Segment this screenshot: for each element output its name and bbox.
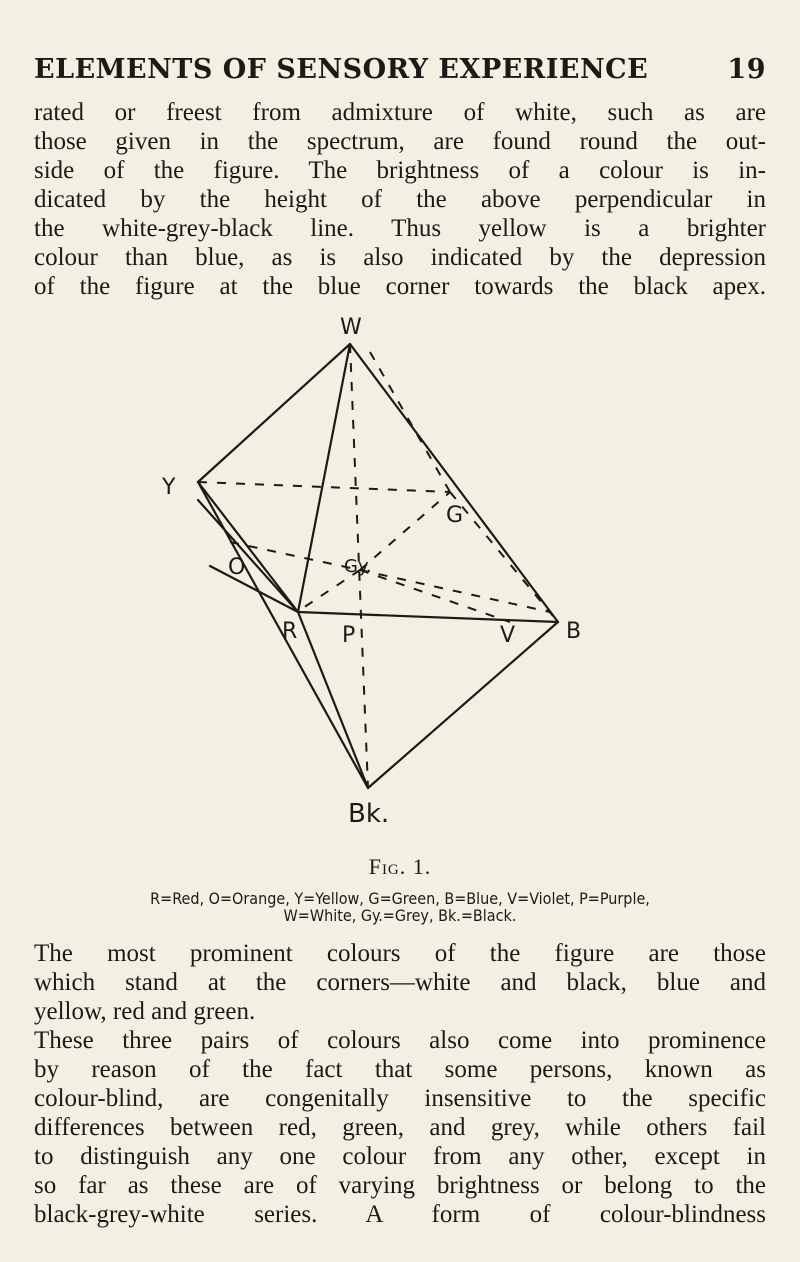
paragraph-bottom xyxy=(34,939,766,1229)
label-white: W xyxy=(340,315,362,340)
text-line: dicated by the height of the above perpendicular in xyxy=(34,186,766,213)
label-red: R xyxy=(282,619,298,644)
label-yellow: Y xyxy=(162,475,176,500)
label-green: G xyxy=(446,503,464,528)
running-head xyxy=(34,54,766,94)
label-violet: V xyxy=(500,623,516,648)
label-grey: Gy. xyxy=(344,556,372,577)
label-purple: P xyxy=(342,623,356,648)
text-line: colour-blind, are congenitally insensitive to the specific xyxy=(34,1085,766,1112)
text-line: the white-grey-black line. Thus yellow is a brighter xyxy=(34,215,766,242)
legend-line: R=Red, O=Orange, Y=Yellow, G=Green, B=Blue, V=Violet, P=Purple, xyxy=(150,889,650,908)
text-line: yellow, red and green. xyxy=(34,998,256,1025)
label-black: Bk. xyxy=(348,799,390,829)
text-line: which stand at the corners—white and black, blue and xyxy=(34,969,766,996)
colour-pyramid-figure xyxy=(150,312,650,842)
text-line: differences between red, green, and grey, while others fail xyxy=(34,1114,766,1141)
text-line: to distinguish any one colour from any other, except in xyxy=(34,1143,766,1170)
text-line: of the figure at the blue corner towards the black apex. xyxy=(34,273,766,300)
label-orange: O xyxy=(228,555,246,580)
running-head-title: ELEMENTS OF SENSORY EXPERIENCE xyxy=(34,54,649,85)
page-number: 19 xyxy=(727,54,766,85)
pyramid-outline xyxy=(198,344,558,788)
text-line: side of the figure. The brightness of a colour is in- xyxy=(34,157,766,184)
label-blue: B xyxy=(566,619,582,644)
legend-line: W=White, Gy.=Grey, Bk.=Black. xyxy=(283,906,517,925)
text-line: those given in the spectrum, are found round the out- xyxy=(34,128,766,155)
figure-legend xyxy=(0,890,800,924)
text-line: by reason of the fact that some persons, known as xyxy=(34,1056,766,1083)
text-line: so far as these are of varying brightness or belong to the xyxy=(34,1172,766,1199)
text-line: The most prominent colours of the figure are those xyxy=(34,940,766,967)
paragraph-top xyxy=(34,98,766,301)
hidden-edges xyxy=(198,344,558,788)
text-line: black-grey-white series. A form of colour-blindness xyxy=(34,1201,766,1228)
figure-caption: Fig. 1. xyxy=(368,854,432,879)
text-line: colour than blue, as is also indicated by the depression xyxy=(34,244,766,271)
text-line: These three pairs of colours also come into prominence xyxy=(34,1027,766,1054)
text-line: rated or freest from admixture of white, such as are xyxy=(34,99,766,126)
